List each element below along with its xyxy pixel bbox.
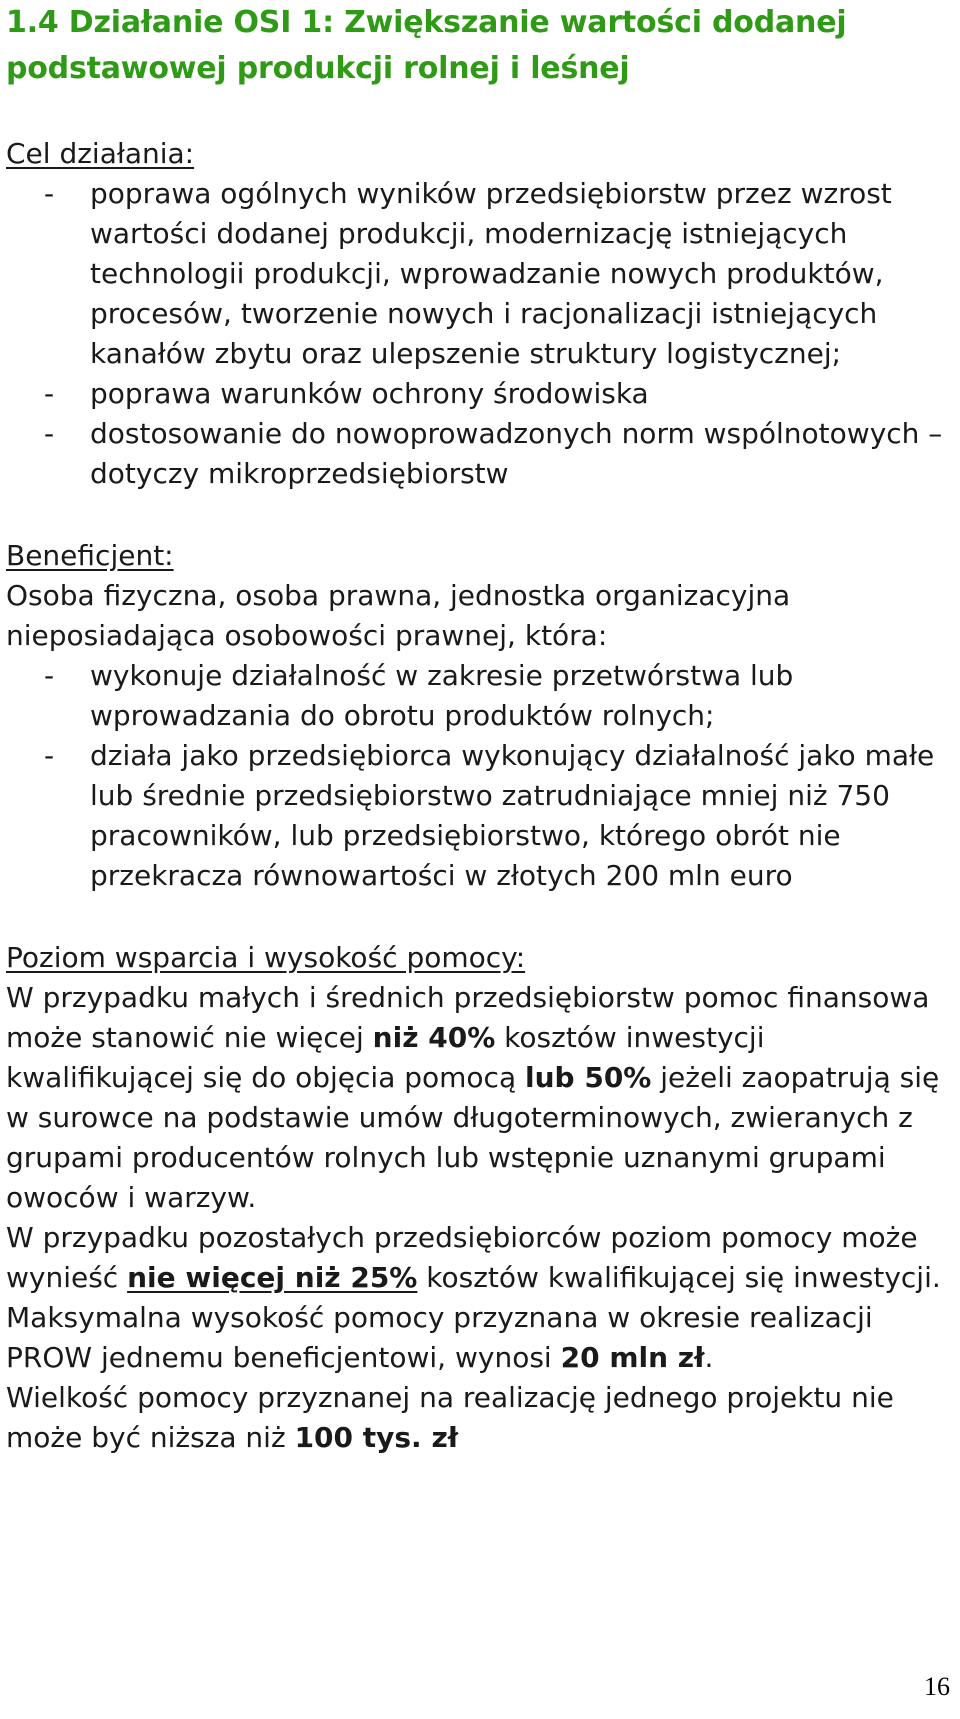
goal-heading: Cel działania: — [6, 137, 195, 170]
support-paragraph-max: Maksymalna wysokość pomocy przyznana w okresie realizacji PROW jednemu beneficjentowi, wynosi 20 mln zł. — [6, 1301, 873, 1374]
spacer — [6, 896, 946, 938]
list-item: - wykonuje działalność w zakresie przetwórstwa lub wprowadzania do obrotu produktów rolnych; — [44, 659, 794, 732]
support-section — [6, 938, 946, 1458]
rate-50: lub 50% — [525, 1061, 652, 1094]
list-item: - poprawa ogólnych wyników przedsiębiorstw przez wzrost wartości dodanej produkcji, modernizację istniejących technologii produkcji, wprowadzanie nowych produktów, procesów, tworzenie nowych i racjonalizacji istniejących kanałów zbytu oraz ulepszenie struktury logistycznej; — [44, 177, 892, 370]
support-paragraph-other: W przypadku pozostałych przedsiębiorców poziom pomocy może wynieść nie więcej niż 25% kosztów kwalifikującej się inwestycji. — [6, 1221, 941, 1294]
support-paragraph-min: Wielkość pomocy przyznanej na realizację jednego projektu nie może być niższa niż 100 tys. zł — [6, 1381, 894, 1454]
support-paragraph-sme: W przypadku małych i średnich przedsiębiorstw pomoc finansowa może stanowić nie więcej niż 40% kosztów inwestycji kwalifikującej się do objęcia pomocą lub 50% jeżeli zaopatrują się w surowce na podstawie umów długoterminowych, zwieranych z grupami producentów rolnych lub wstępnie uznanymi grupami owoców i warzyw. — [6, 981, 940, 1214]
support-heading: Poziom wsparcia i wysokość pomocy: — [6, 941, 526, 974]
list-item: - dostosowanie do nowoprowadzonych norm wspólnotowych – dotyczy mikroprzedsiębiorstw — [44, 417, 943, 490]
spacer — [6, 494, 946, 536]
list-item: - działa jako przedsiębiorca wykonujący działalność jako małe lub średnie przedsiębiorstwo zatrudniające mniej niż 750 pracowników, lub przedsiębiorstwo, którego obrót nie przekracza równowartości w złotych 200 mln euro — [44, 739, 935, 892]
section-title: 1.4 Działanie OSI 1: Zwiększanie wartości dodanej podstawowej produkcji rolnej i leśnej — [6, 5, 847, 86]
beneficiary-list — [6, 656, 946, 896]
rate-40: niż 40% — [372, 1021, 496, 1054]
list-item: - poprawa warunków ochrony środowiska — [44, 377, 649, 410]
max-amount: 20 mln zł — [560, 1341, 705, 1374]
page-number: 16 — [924, 1672, 950, 1701]
min-amount: 100 tys. zł — [294, 1421, 459, 1454]
rate-25: nie więcej niż 25% — [127, 1261, 418, 1294]
goal-section — [6, 134, 946, 494]
document-page — [6, 0, 946, 1458]
beneficiary-intro: Osoba fizyczna, osoba prawna, jednostka organizacyjna nieposiadająca osobowości prawnej, która: — [6, 579, 791, 652]
spacer — [6, 92, 946, 134]
beneficiary-heading: Beneficjent: — [6, 539, 174, 572]
goal-list — [6, 174, 946, 494]
beneficiary-section — [6, 536, 946, 896]
